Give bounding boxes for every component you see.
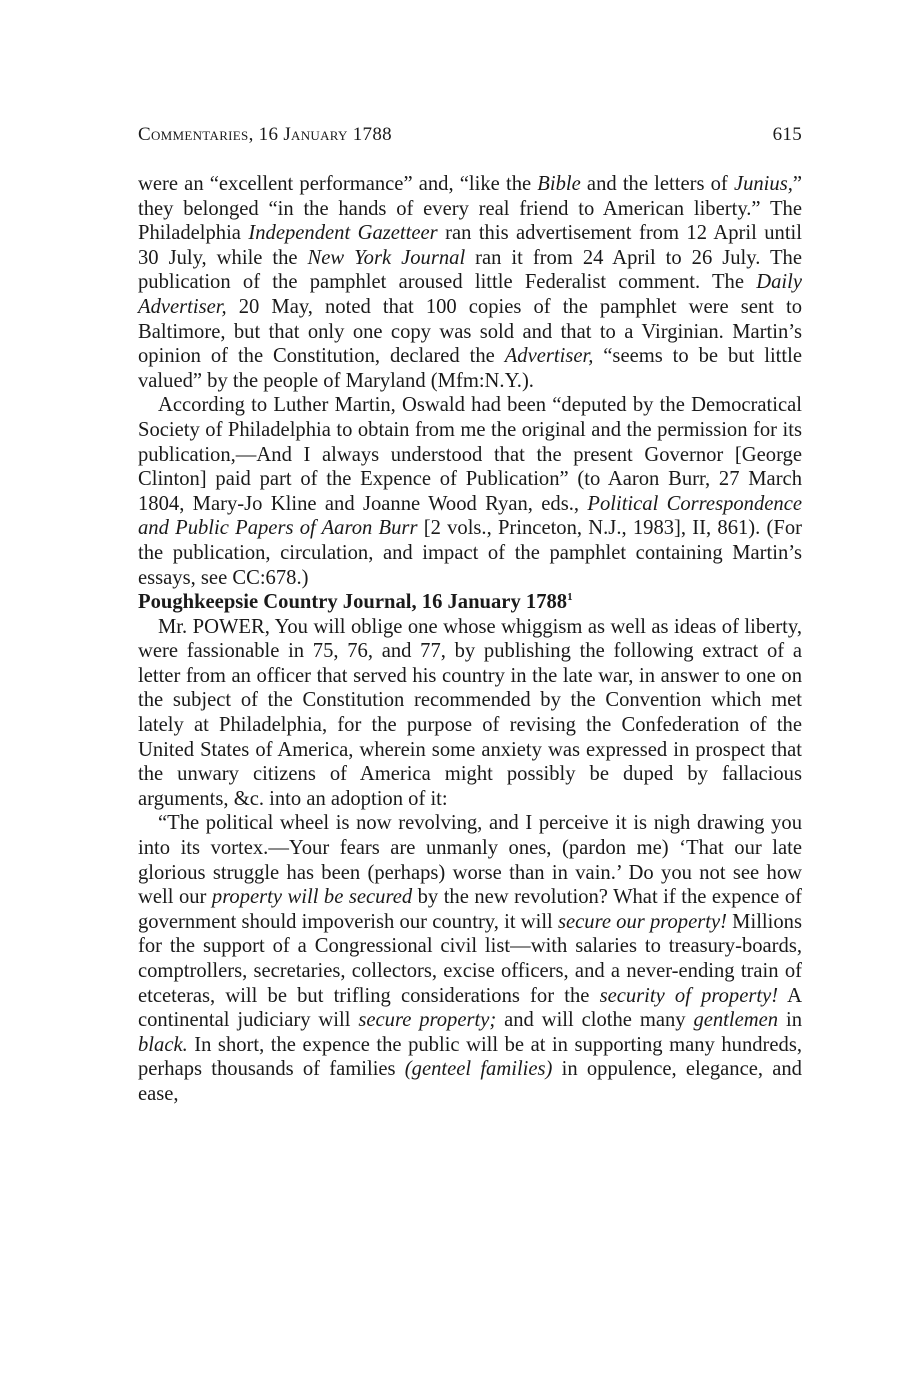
text-run: ” they belonged “in the hands of every real friend to American liberty.” The Philadelphia: [138, 173, 803, 245]
italic-emphasis: (genteel families): [404, 1058, 553, 1081]
section-heading: [138, 590, 802, 615]
italic-emphasis: property will be secured: [211, 886, 413, 909]
text-run: and will clothe many: [496, 1009, 694, 1032]
text-run: “seems to be but little valued” by the people of Maryland (Mfm:N.Y.).: [138, 345, 802, 392]
text-run: Mr. POWER, You will oblige one whose whiggism as well as ideas of liberty, were fassionable in 75, 76, and 77, by publishing the following extract of a letter from an officer that served his country in the late war, in answer to one on the subject of the Constitution recommended by the Convention which met lately at Philadelphia, for the purpose of revising the Confederation of the United States of America, wherein some anxiety was expressed in prospect that the unwary citizens of America might possibly be duped by fallacious arguments, &c. into an adoption of it:: [138, 615, 802, 810]
paragraph-letter-extract: [138, 811, 802, 1106]
italic-title: Junius,: [733, 173, 793, 195]
italic-title: Independent Gazetteer: [248, 222, 438, 245]
footnote-marker: 1: [567, 591, 573, 604]
heading-text: Poughkeepsie Country Journal, 16 January 1788: [138, 591, 568, 614]
paragraph-martin: [138, 393, 802, 590]
text-run: 20 May, noted that 100 copies of the pamphlet were sent to Baltimore, but that only one copy was sold and that to a Virginian. Martin’s opinion of the Constitution, declared the: [138, 295, 802, 368]
paragraph-continued: [138, 172, 802, 393]
text-run: ran it from 24 April to 26 July. The publication of the pamphlet aroused little Federalist comment. The: [138, 246, 802, 294]
text-run: In short, the expence the public will be at in supporting many hundreds, perhaps thousands of families: [138, 1033, 802, 1081]
running-head: [138, 124, 802, 146]
text-run: A continental judiciary will: [138, 984, 803, 1032]
text-run: According to Luther Martin, Oswald had been “deputed by the Democratical Society of Philadelphia to obtain from me the original and the permission for its publication,—And I always understood that the present Governor [George Clinton] paid part of the Expence of Publication” (to Aaron Burr, 27 March 1804, Mary-Jo Kline and Joanne Wood Ryan, eds.,: [138, 394, 802, 515]
text-run: were an “excellent performance” and, “like the: [138, 173, 538, 195]
italic-emphasis: security of property!: [599, 984, 779, 1007]
text-run: Millions for the support of a Congressional civil list—with salaries to treasury-boards, comptrollers, secretaries, collectors, excise officers, and a never-ending train of etceteras, will be but trifling considerations for the: [138, 910, 802, 1007]
italic-emphasis: black.: [138, 1033, 188, 1056]
italic-title: Bible: [537, 173, 581, 195]
text-run: [2 vols., Princeton, N.J., 1983], II, 861). (For the publication, circulation, and impact of the pamphlet containing Martin’s essays, see CC:678.): [138, 517, 802, 589]
text-run: in: [778, 1009, 802, 1032]
text-run: and the letters of: [580, 173, 734, 195]
italic-emphasis: secure our property!: [557, 910, 727, 933]
paragraph-letter-intro: [138, 615, 802, 812]
italic-emphasis: secure property;: [358, 1009, 497, 1032]
text-run: “The political wheel is now revolving, and I perceive it is nigh drawing you into its vortex.—Your fears are unmanly ones, (pardon me) ‘That our late glorious struggle has been (perhaps) worse than in vain.’ Do you not see how well our: [138, 812, 802, 909]
italic-title: Daily Advertiser,: [138, 271, 802, 318]
italic-title: Advertiser,: [504, 345, 594, 368]
text-run: in oppulence, elegance, and ease,: [138, 1058, 802, 1105]
text-run: ran this advertisement from 12 April until 30 July, while the: [138, 222, 802, 269]
italic-emphasis: gentlemen: [693, 1009, 779, 1032]
running-title: Commentaries, 16 January 1788: [138, 124, 392, 145]
body-text: [138, 172, 802, 1107]
text-run: by the new revolution? What if the expence of government should impoverish our country, it will: [138, 886, 802, 933]
italic-title: New York Journal: [307, 246, 466, 269]
italic-title: Political Correspondence and Public Papers of Aaron Burr: [138, 492, 802, 540]
page-number: 615: [772, 124, 802, 145]
